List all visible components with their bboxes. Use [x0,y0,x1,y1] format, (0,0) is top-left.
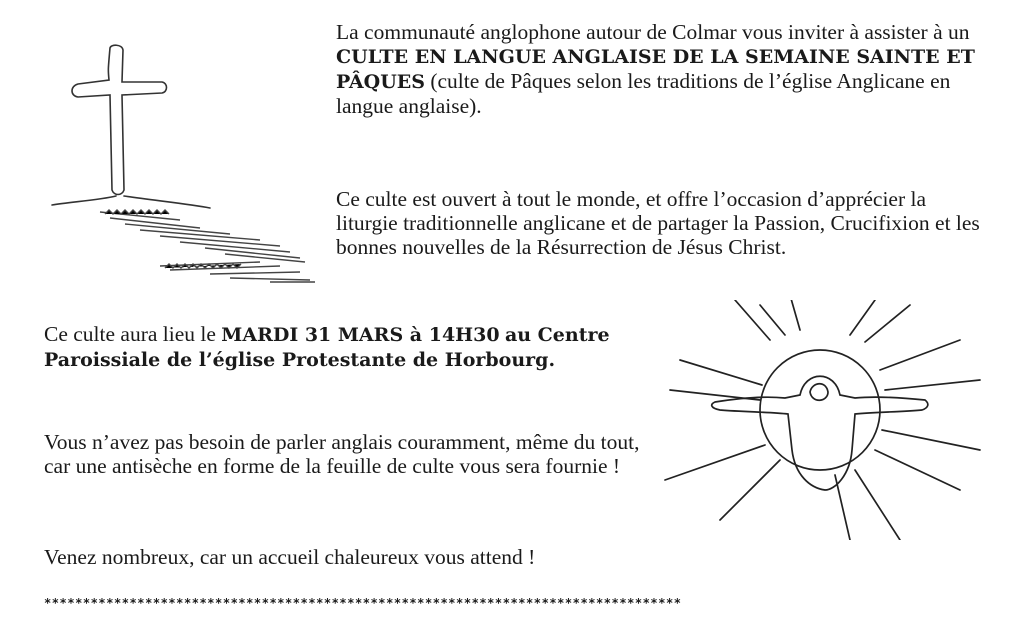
event-date: MARDI 31 MARS à 14H30 [221,324,500,346]
intro-paragraph [336,20,986,118]
language-paragraph: Vous n’avez pas besoin de parler anglais couramment, même du tout, car une antisèche en forme de la feuille de culte vous sera fournie ! [44,430,640,478]
cross-icon [30,0,350,300]
event-text-before: Ce culte aura lieu le [44,322,222,346]
intro-text-before: La communauté anglophone autour de Colmar vous inviter à assister à un [336,20,970,44]
risen-christ-icon [660,300,990,540]
intro-text-after: (culte de Pâques selon les traditions de l’église Anglicane en langue anglaise). [336,69,951,118]
intro-bold-title: CULTE EN LANGUE ANGLAISE DE LA SEMAINE SAINTE ET PÂQUES [336,46,975,93]
event-place: au Centre Paroissiale de l’église Protestante de Horbourg. [44,324,610,371]
event-paragraph [44,322,644,372]
welcome-paragraph: Venez nombreux, car un accueil chaleureux vous attend ! [44,545,536,569]
open-paragraph: Ce culte est ouvert à tout le monde, et offre l’occasion d’apprécier la liturgie traditionnelle anglicane et de partager la Passion, Crucifixion et les bonnes nouvelles de la Résurrection de Jésus Christ. [336,187,980,259]
separator-line: ********************************************************************************** [44,596,682,610]
